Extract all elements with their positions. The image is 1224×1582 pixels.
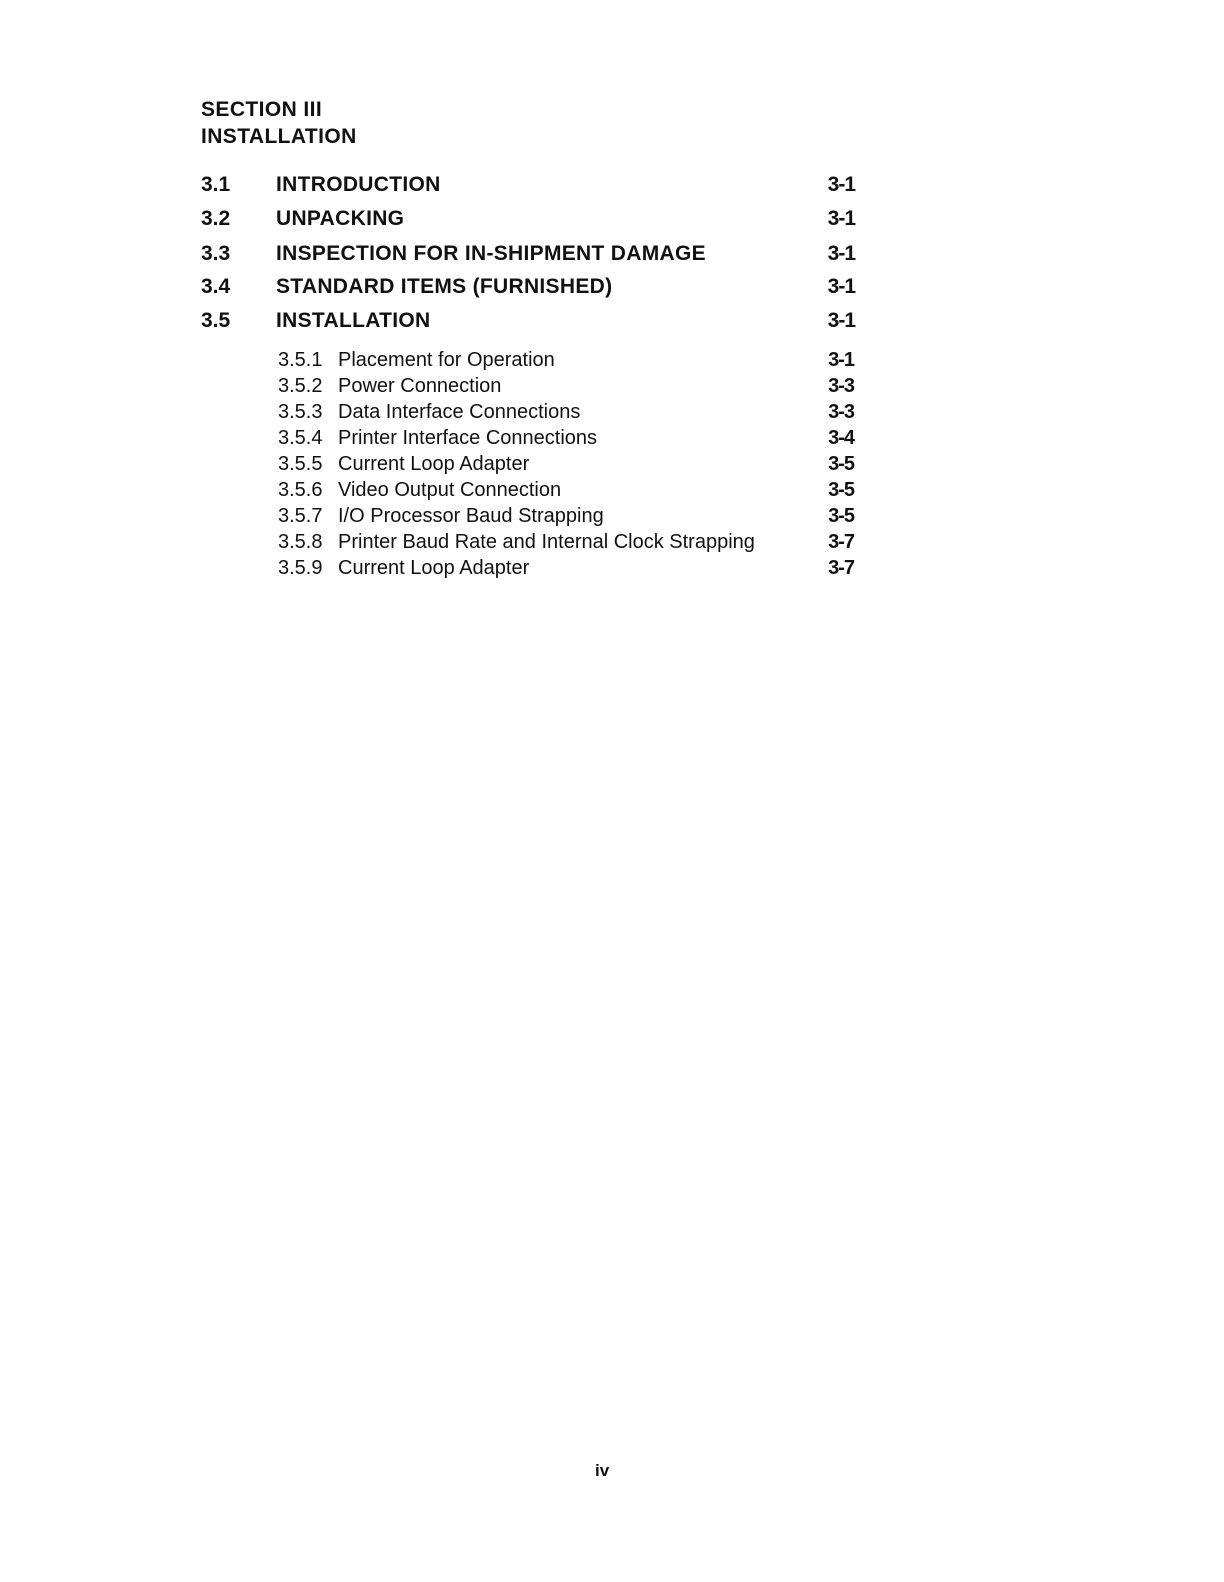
section-number-label: SECTION III <box>201 98 323 121</box>
toc-entry-number: 3.4 <box>201 275 231 298</box>
toc-entry <box>201 171 855 199</box>
toc-subentry-number: 3.5.4 <box>278 427 323 449</box>
toc-subentry-number: 3.5.7 <box>278 505 323 527</box>
toc-entry <box>201 205 855 233</box>
toc-entry-page: 3-1 <box>827 242 855 265</box>
toc-subentry <box>278 451 854 477</box>
toc-subentry-number: 3.5.3 <box>278 401 323 423</box>
toc-entry <box>201 273 855 301</box>
toc-subentry-number: 3.5.8 <box>278 531 323 553</box>
section-title: INSTALLATION <box>201 125 357 148</box>
toc-entry-page: 3-1 <box>827 309 855 332</box>
toc-entry-page: 3-1 <box>827 173 855 196</box>
toc-subentry <box>278 399 854 425</box>
toc-subentry <box>278 477 854 503</box>
toc-subentry <box>278 347 854 373</box>
toc-entry-title: INSTALLATION <box>276 309 431 332</box>
toc-subentry-title: Printer Baud Rate and Internal Clock Strapping <box>338 531 755 553</box>
toc-entry-title: INTRODUCTION <box>276 173 441 196</box>
toc-entry-number: 3.3 <box>201 242 231 265</box>
toc-subentry-page: 3-7 <box>828 531 854 553</box>
toc-subentry <box>278 503 854 529</box>
toc-subentry <box>278 555 854 581</box>
toc-subentry-number: 3.5.6 <box>278 479 323 501</box>
toc-entry <box>201 307 855 335</box>
toc-subentry-number: 3.5.1 <box>278 349 323 371</box>
toc-subentry-title: I/O Processor Baud Strapping <box>338 505 604 527</box>
toc-entry-number: 3.2 <box>201 207 231 230</box>
toc-subentry <box>278 373 854 399</box>
toc-subentry-page: 3-1 <box>828 349 854 371</box>
toc-entry-number: 3.5 <box>201 309 231 332</box>
toc-entry-title: UNPACKING <box>276 207 405 230</box>
toc-entry <box>201 240 855 268</box>
toc-subentry-number: 3.5.5 <box>278 453 323 475</box>
toc-entry-title: STANDARD ITEMS (FURNISHED) <box>276 275 613 298</box>
toc-subentry-page: 3-4 <box>828 427 854 449</box>
toc-subentry-page: 3-3 <box>828 401 854 423</box>
toc-subentry-title: Current Loop Adapter <box>338 557 530 579</box>
toc-subentry-number: 3.5.2 <box>278 375 323 397</box>
page-number: iv <box>595 1461 610 1480</box>
toc-entry-page: 3-1 <box>827 275 855 298</box>
toc-subentry-page: 3-5 <box>828 505 854 527</box>
toc-subentry-title: Printer Interface Connections <box>338 427 598 449</box>
toc-subentry-page: 3-5 <box>828 453 854 475</box>
toc-subentry-title: Data Interface Connections <box>338 401 581 423</box>
toc-entry-title: INSPECTION FOR IN-SHIPMENT DAMAGE <box>276 242 706 265</box>
toc-entry-page: 3-1 <box>827 207 855 230</box>
toc-subentry <box>278 529 854 555</box>
toc-entry-number: 3.1 <box>201 173 231 196</box>
toc-subentry-page: 3-7 <box>828 557 854 579</box>
toc-subentry-title: Video Output Connection <box>338 479 562 501</box>
toc-subentry <box>278 425 854 451</box>
toc-subentry-page: 3-3 <box>828 375 854 397</box>
toc-subentry-title: Placement for Operation <box>338 349 555 371</box>
toc-subentry-number: 3.5.9 <box>278 557 323 579</box>
toc-subentry-page: 3-5 <box>828 479 854 501</box>
toc-subentry-title: Power Connection <box>338 375 502 397</box>
section-heading <box>201 96 357 150</box>
toc-subentry-title: Current Loop Adapter <box>338 453 530 475</box>
